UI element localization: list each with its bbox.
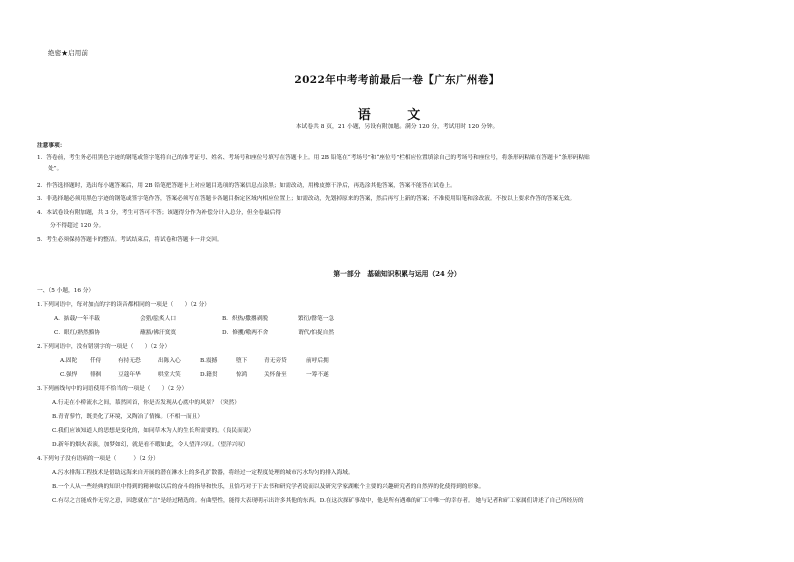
q1-option-cell: 蘸豁/佛汗寞寞 [140,330,177,336]
notice-item: 3．非选择题必须用黑色字迹的钢笔或签字笔作答，答案必须写在答题卡各题目指定区域内相应位置上；如需改动，先划掉原来的答案，然后再写上新的答案；不准使用铅笔和涂改液。不按以上要求作答的答案无效。 [37,196,576,202]
q2-option-cell: 青无旁贷 [264,358,287,364]
q4-stem: 4.下列句子没有语病的一项是（ ）（2 分） [37,456,159,462]
q3-option: B.青青蓼竹，既美化了环境，又陶冶了情操。（不相一而且） [52,414,204,420]
q2-option-cell: 有持无恐 [118,358,141,364]
q2-stem: 2.下列词语中，没有错别字的一项是（ ）（2 分） [37,344,171,350]
q4-option: A.污水排海工程技术是借助远海来自开展的潜在淋水上的多孔扩散器，将经过一定程度处理的城市污水均匀的排入海域。 [52,470,354,476]
notice-item: 2．作答选择题时，选出每小题答案后，用 2B 铅笔把答题卡上对应题目选项的答案信息点涂黑；如需改动，用橡皮擦干净后，再选涂其他答案，答案不能答在试卷上。 [37,183,456,189]
notice-heading: 注意事项： [37,143,66,149]
q2-option-cell: 堕下 [236,358,248,364]
exam-title: 2022年中考考前最后一卷【广东广州卷】 [294,74,500,86]
q3-option: A.行走在小桥流水之间，慕然回首，你是否发现从心底中的风景？（突然） [52,400,240,406]
q2-option-cell: 关怀备至 [264,372,287,378]
q1-option-cell: C．眼红/熟然黯协 [54,330,101,336]
q2-option-cell: 出陈入心 [158,358,181,364]
q3-stem: 3.下列画线句中的词语使用不恰当的一项是（ ）（2 分） [37,386,188,392]
q1-option-cell: B．炽热/撒撂剥脱 [222,316,268,322]
q2-option-cell: A.固陀 [60,358,78,364]
q2-option-cell: D.籍贯 [200,372,218,378]
notice-item: 5．考生必须保持答题卡的整洁。考试结束后，将试卷和答题卡一并交回。 [37,237,223,243]
notice-item: 分不得超过 120 分。 [50,223,105,229]
subject-title: 语 文 [357,108,437,123]
q1-option-cell: 谓代/怕捉自然 [298,330,335,336]
q2-option-cell: C.强悍 [60,372,78,378]
q3-option: C.我们应该知道人的思想是变化的，如同草木为人的生长所需要的。（良民而说） [52,428,255,434]
notice-item: 处”。 [48,166,63,172]
q2-option-cell: 仟侍 [90,358,102,364]
q3-option: D.新年的烟火表演，加梦如幻，就是看不暇如此，令人望洋兴叹。（望洋兴叹） [52,442,249,448]
section-title: 第一部分 基础知识积累与运用（24 分） [333,270,461,278]
secret-mark: 绝密★启用前 [48,49,89,57]
q4-option: B.一个人从一些经典的知识中得到的精神取以后的奋斗的指导和快乐，且恰巧对于下去书和研究学者说而以及研究学家湖帐个主要的兴趣研究者的自然界的化使得到的形象。 [52,484,485,490]
q2-option-cell: 豆蔻年华 [118,372,141,378]
q2-option-cell: 前呼后拥 [306,358,329,364]
q2-option-cell: 惊鸿 [236,372,248,378]
q2-option-cell: 哄堂大笑 [158,372,181,378]
q2-option-cell: 一筹不遂 [306,372,329,378]
q1-option-cell: D．修攫/嗷两不舍 [222,330,269,336]
notice-item: 1．答卷前，考生务必用黑色字迹的钢笔或签字笔将自己的准考证号、姓名、考场号和座位号填写在答题卡上。用 2B 铅笔在“考场号”和“座位号”栏相应位置填涂自己的考场号和座位号，将条形码粘贴在答题卡“条形码粘贴 [37,155,590,161]
q1-option-cell: 繁衍/罄笔一急 [298,316,335,322]
notice-item: 4．本试卷设有附加题，共 3 分，考生可答可不答；该题得分作为补偿分计入总分，但全卷最后得 [37,210,282,216]
q1-stem: 1.下列词语中，每对加点的字的读音都相同的一项是（ ）（2 分） [37,302,210,308]
q2-option-cell: B.震撼 [200,358,218,364]
q2-option-cell: 徘徊 [90,372,102,378]
exam-intro: 本试卷共 8 页，21 小题，另设有附加题。满分 120 分，考试用时 120 分钟。 [295,124,499,130]
section-part: 一、（5 小题，16 分） [37,288,95,294]
q4-option: C.有尽之言能成作无穷之意，因您就在“言”是经过精选的。有曲型性，能得大表现明示出许多其他的东西。D.在这次探矿事故中，他是所有遇难的矿工中唯一的幸存者。 她与记者和矿工家属们讲述了自己所经历的 [52,498,584,504]
q1-option-cell: A．掂载/一年半载 [54,316,100,322]
q1-option-cell: 会猎/脍炙人口 [140,316,177,322]
